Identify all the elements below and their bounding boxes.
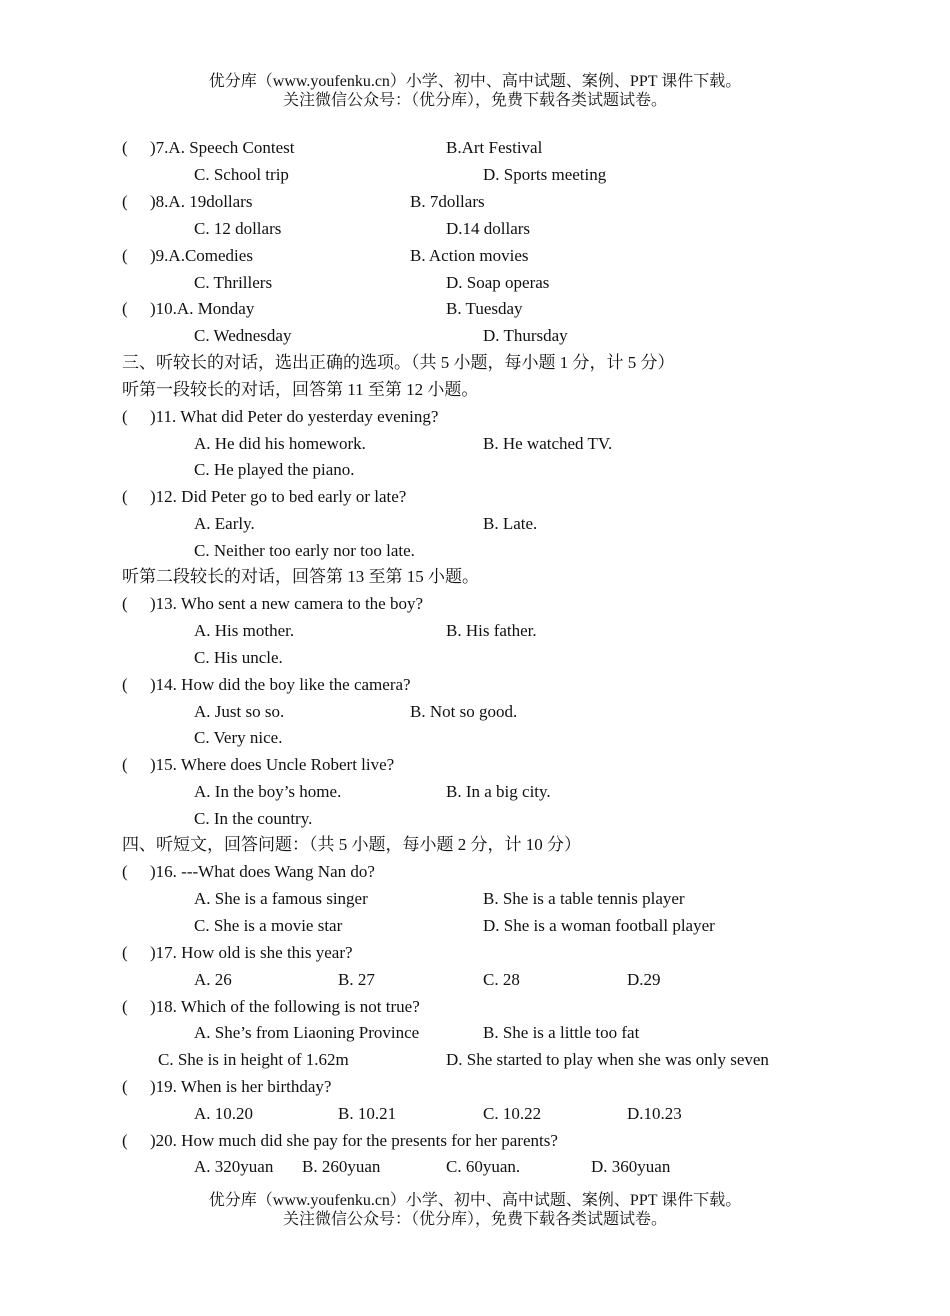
question-16-option-d: D. She is a woman football player bbox=[483, 916, 715, 935]
question-12-text: )12. Did Peter go to bed early or late? bbox=[150, 487, 407, 506]
question-13-text: )13. Who sent a new camera to the boy? bbox=[150, 594, 424, 613]
answer-bracket[interactable]: ( bbox=[122, 862, 128, 881]
section-3-dialog-2-instruction: 听第二段较长的对话，回答第 13 至第 15 小题。 bbox=[122, 567, 479, 586]
question-19-option-c: C. 10.22 bbox=[483, 1104, 542, 1123]
question-20-option-b: B. 260yuan bbox=[302, 1157, 381, 1176]
question-17-option-b: B. 27 bbox=[338, 970, 375, 989]
question-18-option-c: C. She is in height of 1.62m bbox=[158, 1050, 349, 1069]
question-8-option-c: C. 12 dollars bbox=[194, 219, 282, 238]
question-20-option-d: D. 360yuan bbox=[591, 1157, 671, 1176]
question-10-option-a: )10.A. Monday bbox=[150, 299, 255, 318]
question-17-option-a: A. 26 bbox=[194, 970, 232, 989]
question-13-option-c: C. His uncle. bbox=[194, 648, 283, 667]
question-14-text: )14. How did the boy like the camera? bbox=[150, 675, 411, 694]
question-15-option-a: A. In the boy’s home. bbox=[194, 782, 342, 801]
answer-bracket[interactable]: ( bbox=[122, 407, 128, 426]
section-3-title: 三、听较长的对话，选出正确的选项。（共 5 小题，每小题 1 分，计 5 分） bbox=[122, 353, 675, 372]
question-15-text: )15. Where does Uncle Robert live? bbox=[150, 755, 395, 774]
footer-line-1: 优分库（www.youfenku.cn）小学、初中、高中试题、案例、PPT 课件下载。 bbox=[208, 1192, 742, 1209]
question-8-option-a: )8.A. 19dollars bbox=[150, 192, 253, 211]
question-15-option-c: C. In the country. bbox=[194, 809, 313, 828]
section-3-dialog-1-instruction: 听第一段较长的对话，回答第 11 至第 12 小题。 bbox=[122, 380, 479, 399]
question-9-option-a: )9.A.Comedies bbox=[150, 246, 253, 265]
question-8-option-b: B. 7dollars bbox=[410, 192, 485, 211]
question-18-option-a: A. She’s from Liaoning Province bbox=[194, 1023, 420, 1042]
question-10-option-c: C. Wednesday bbox=[194, 326, 292, 345]
answer-bracket[interactable]: ( bbox=[122, 299, 128, 318]
question-12-option-a: A. Early. bbox=[194, 514, 255, 533]
answer-bracket[interactable]: ( bbox=[122, 755, 128, 774]
question-7-option-c: C. School trip bbox=[194, 165, 289, 184]
answer-bracket[interactable]: ( bbox=[122, 675, 128, 694]
question-13-option-a: A. His mother. bbox=[194, 621, 295, 640]
question-15-option-b: B. In a big city. bbox=[446, 782, 551, 801]
answer-bracket[interactable]: ( bbox=[122, 594, 128, 613]
question-19-option-d: D.10.23 bbox=[627, 1104, 682, 1123]
answer-bracket[interactable]: ( bbox=[122, 943, 128, 962]
question-20-text: )20. How much did she pay for the presents for her parents? bbox=[150, 1131, 558, 1150]
question-18-option-b: B. She is a little too fat bbox=[483, 1023, 640, 1042]
question-14-option-a: A. Just so so. bbox=[194, 702, 285, 721]
page-footer bbox=[0, 1191, 950, 1229]
question-12-option-b: B. Late. bbox=[483, 514, 538, 533]
answer-bracket[interactable]: ( bbox=[122, 1131, 128, 1150]
answer-bracket[interactable]: ( bbox=[122, 138, 128, 157]
answer-bracket[interactable]: ( bbox=[122, 487, 128, 506]
question-7-option-d: D. Sports meeting bbox=[483, 165, 607, 184]
question-20-option-a: A. 320yuan bbox=[194, 1157, 274, 1176]
question-9-option-d: D. Soap operas bbox=[446, 273, 550, 292]
answer-bracket[interactable]: ( bbox=[122, 997, 128, 1016]
question-17-text: )17. How old is she this year? bbox=[150, 943, 353, 962]
question-19-option-a: A. 10.20 bbox=[194, 1104, 254, 1123]
question-7-option-a: )7.A. Speech Contest bbox=[150, 138, 295, 157]
question-12-option-c: C. Neither too early nor too late. bbox=[194, 541, 415, 560]
question-14-option-b: B. Not so good. bbox=[410, 702, 518, 721]
question-18-option-d: D. She started to play when she was only seven bbox=[446, 1050, 769, 1069]
question-19-text: )19. When is her birthday? bbox=[150, 1077, 332, 1096]
question-20-option-c: C. 60yuan. bbox=[446, 1157, 521, 1176]
question-18-text: )18. Which of the following is not true? bbox=[150, 997, 420, 1016]
question-11-text: )11. What did Peter do yesterday evening? bbox=[150, 407, 439, 426]
header-line-2: 关注微信公众号：（优分库），免费下载各类试题试卷。 bbox=[282, 92, 667, 109]
question-10-option-b: B. Tuesday bbox=[446, 299, 523, 318]
question-11-option-b: B. He watched TV. bbox=[483, 434, 613, 453]
question-19-option-b: B. 10.21 bbox=[338, 1104, 397, 1123]
question-16-text: )16. ---What does Wang Nan do? bbox=[150, 862, 375, 881]
question-14-option-c: C. Very nice. bbox=[194, 728, 283, 747]
header-line-1: 优分库（www.youfenku.cn）小学、初中、高中试题、案例、PPT 课件下载。 bbox=[208, 73, 742, 90]
question-9-option-c: C. Thrillers bbox=[194, 273, 273, 292]
footer-line-2: 关注微信公众号：（优分库），免费下载各类试题试卷。 bbox=[282, 1211, 667, 1228]
question-11-option-c: C. He played the piano. bbox=[194, 460, 355, 479]
question-9-option-b: B. Action movies bbox=[410, 246, 529, 265]
question-16-option-c: C. She is a movie star bbox=[194, 916, 343, 935]
question-17-option-d: D.29 bbox=[627, 970, 661, 989]
question-16-option-b: B. She is a table tennis player bbox=[483, 889, 685, 908]
question-17-option-c: C. 28 bbox=[483, 970, 520, 989]
answer-bracket[interactable]: ( bbox=[122, 192, 128, 211]
question-13-option-b: B. His father. bbox=[446, 621, 537, 640]
question-7-option-b: B.Art Festival bbox=[446, 138, 543, 157]
question-10-option-d: D. Thursday bbox=[483, 326, 568, 345]
question-8-option-d: D.14 dollars bbox=[446, 219, 531, 238]
answer-bracket[interactable]: ( bbox=[122, 246, 128, 265]
question-16-option-a: A. She is a famous singer bbox=[194, 889, 368, 908]
answer-bracket[interactable]: ( bbox=[122, 1077, 128, 1096]
section-4-title: 四、听短文，回答问题：（共 5 小题，每小题 2 分，计 10 分） bbox=[122, 835, 581, 854]
question-11-option-a: A. He did his homework. bbox=[194, 434, 366, 453]
page-header bbox=[0, 72, 950, 110]
